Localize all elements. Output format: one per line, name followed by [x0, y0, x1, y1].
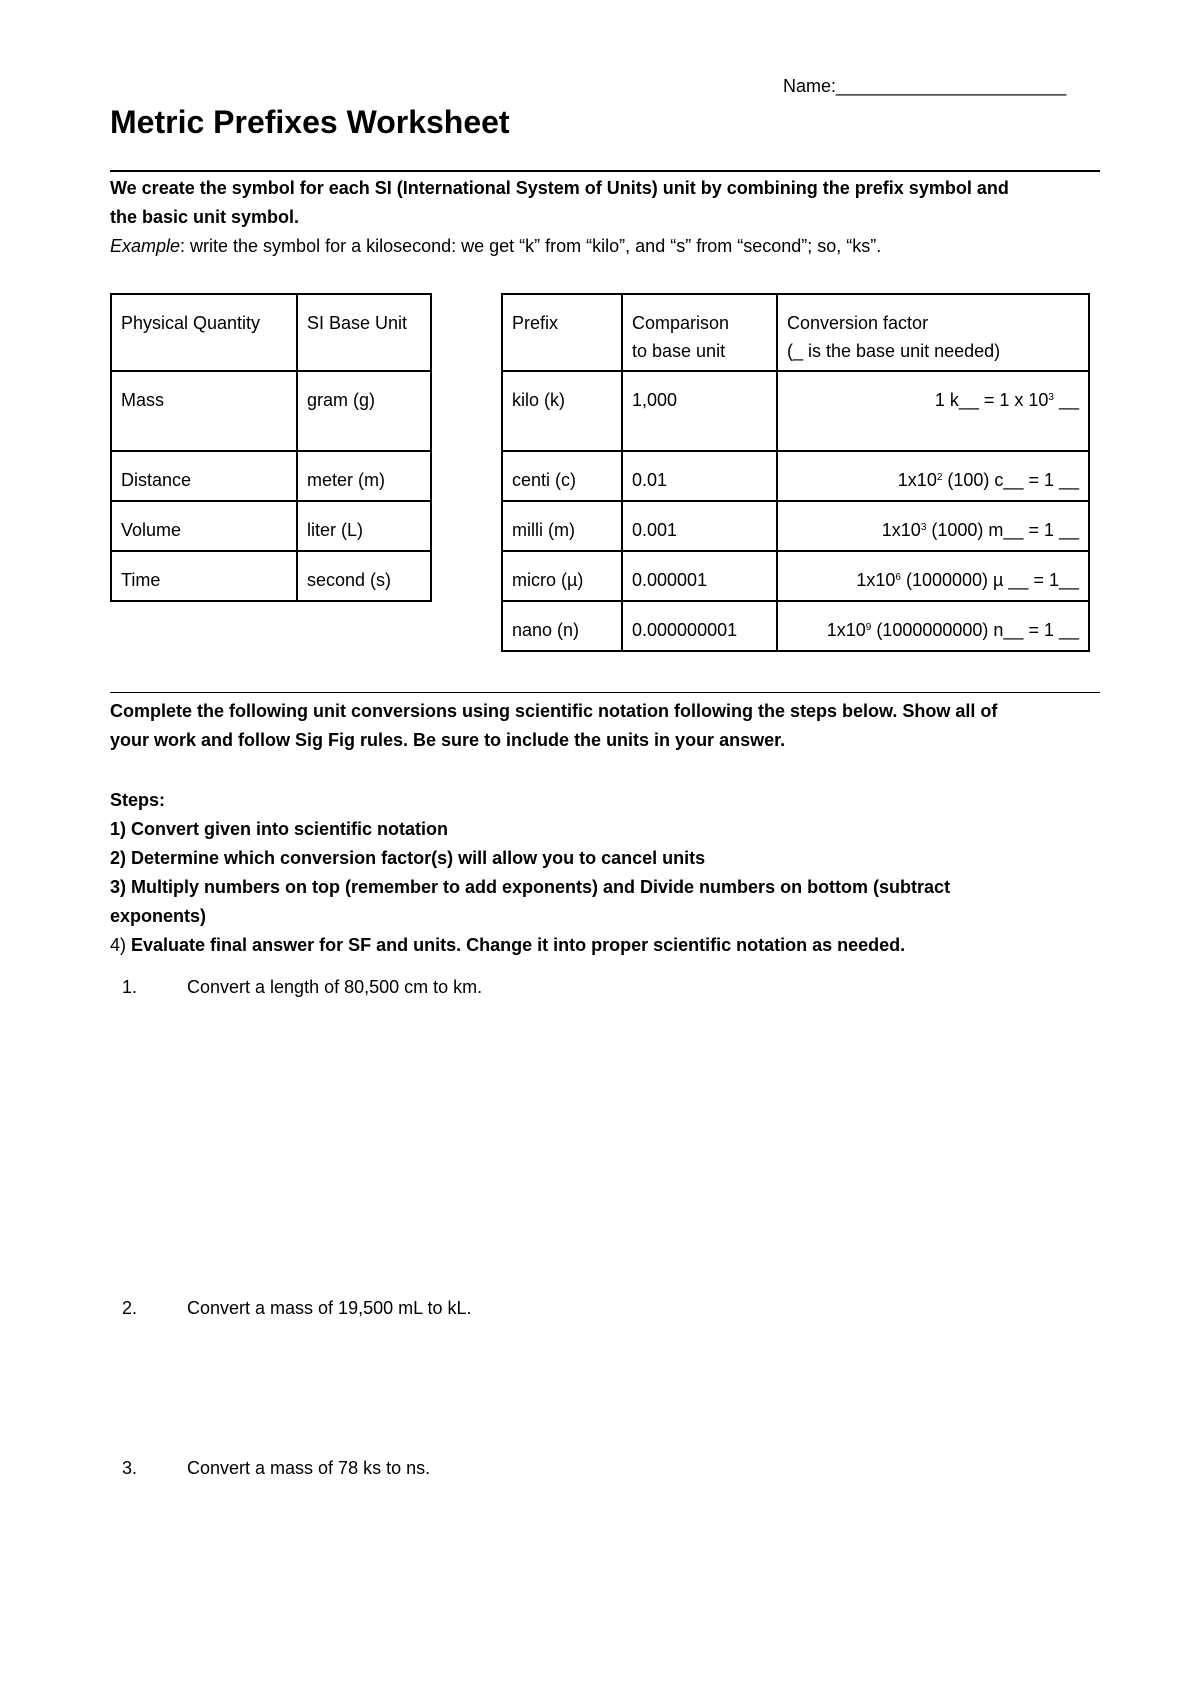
- table-row: [111, 501, 431, 551]
- table-row: [111, 551, 431, 601]
- step-3-line-2: exponents): [110, 906, 207, 926]
- factor-text-end: (100) c__ = 1 __: [942, 470, 1079, 490]
- prefix-cell: milli (m): [502, 501, 622, 551]
- question-text: Convert a mass of 78 ks to ns.: [187, 1458, 431, 1478]
- table-header-row: [111, 294, 431, 371]
- header-comparison: [622, 294, 777, 371]
- prefix-cell: nano (n): [502, 601, 622, 651]
- factor-text: 1x10: [897, 470, 937, 490]
- header-conversion-factor: [777, 294, 1089, 371]
- header-comparison-line-1: Comparison: [632, 313, 730, 333]
- comparison-cell: 0.01: [622, 451, 777, 501]
- factor-text-end: (1000) m__ = 1 __: [926, 520, 1079, 540]
- name-field-line: Name:_______________________: [783, 76, 1067, 96]
- conversion-factor-cell: [777, 451, 1089, 501]
- question-3: [122, 1454, 430, 1483]
- table-row: [111, 371, 431, 451]
- si-base-units-table: [110, 293, 432, 602]
- instructions-line-1: Complete the following unit conversions using scientific notation following the steps below. Show all of: [110, 701, 998, 721]
- table-row: [502, 501, 1089, 551]
- step-4-number: 4): [110, 935, 127, 955]
- comparison-cell: 0.000000001: [622, 601, 777, 651]
- quantity-cell: Volume: [111, 501, 297, 551]
- factor-exponent: 3: [1048, 392, 1054, 403]
- steps-list: [110, 786, 1100, 960]
- unit-cell: meter (m): [297, 451, 431, 501]
- table-row: [502, 601, 1089, 651]
- step-4: [110, 931, 1100, 960]
- prefix-cell: centi (c): [502, 451, 622, 501]
- intro-line-1: We create the symbol for each SI (International System of Units) unit by combining the prefix symbol and: [110, 178, 1009, 198]
- header-prefix: Prefix: [502, 294, 622, 371]
- conversion-factor-cell: [777, 601, 1089, 651]
- conversion-factor-cell: [777, 371, 1089, 451]
- instructions-line-2: your work and follow Sig Fig rules. Be sure to include the units in your answer.: [110, 730, 786, 750]
- page-title: Metric Prefixes Worksheet: [110, 104, 510, 140]
- table-row: [502, 551, 1089, 601]
- factor-text-end: (1000000) µ __ = 1__: [900, 570, 1079, 590]
- question-1: [122, 973, 482, 1002]
- comparison-cell: 0.000001: [622, 551, 777, 601]
- question-text: Convert a length of 80,500 cm to km.: [187, 977, 483, 997]
- step-1: 1) Convert given into scientific notation: [110, 819, 449, 839]
- factor-exponent: 3: [920, 522, 927, 533]
- unit-cell: gram (g): [297, 371, 431, 451]
- table-row: [502, 371, 1089, 451]
- steps-heading: Steps:: [110, 790, 166, 810]
- divider-top: [110, 170, 1100, 172]
- factor-text: 1x10: [826, 620, 866, 640]
- header-factor-line-1: Conversion factor: [787, 313, 929, 333]
- prefix-cell: micro (µ): [502, 551, 622, 601]
- quantity-cell: Distance: [111, 451, 297, 501]
- factor-text: 1 k__ = 1 x 10: [934, 390, 1049, 410]
- quantity-cell: Time: [111, 551, 297, 601]
- prefix-cell: kilo (k): [502, 371, 622, 451]
- question-number: 3.: [122, 1458, 138, 1478]
- header-si-base-unit: SI Base Unit: [297, 294, 431, 371]
- divider-middle: [110, 692, 1100, 693]
- example-label: Example: [110, 236, 181, 256]
- table-header-row: [502, 294, 1089, 371]
- step-3-line-1: 3) Multiply numbers on top (remember to add exponents) and Divide numbers on bottom (subtract: [110, 877, 951, 897]
- factor-exponent: 2: [936, 472, 943, 483]
- header-factor-line-2: (_ is the base unit needed): [787, 341, 1001, 361]
- example-line: [110, 232, 1100, 261]
- instructions-paragraph: [110, 697, 1100, 755]
- table-row: [111, 451, 431, 501]
- intro-paragraph: [110, 174, 1100, 261]
- factor-exponent: 9: [865, 622, 872, 633]
- question-2: [122, 1294, 471, 1323]
- metric-prefix-table: [501, 293, 1090, 652]
- factor-text-end: __: [1053, 390, 1079, 410]
- conversion-factor-cell: [777, 501, 1089, 551]
- table-row: [502, 451, 1089, 501]
- unit-cell: second (s): [297, 551, 431, 601]
- comparison-cell: 1,000: [622, 371, 777, 451]
- header-comparison-line-2: to base unit: [632, 341, 726, 361]
- question-number: 1.: [122, 977, 138, 997]
- header-physical-quantity: Physical Quantity: [111, 294, 297, 371]
- quantity-cell: Mass: [111, 371, 297, 451]
- question-text: Convert a mass of 19,500 mL to kL.: [187, 1298, 472, 1318]
- factor-text: 1x10: [856, 570, 896, 590]
- question-number: 2.: [122, 1298, 138, 1318]
- factor-text-end: (1000000000) n__ = 1 __: [871, 620, 1079, 640]
- comparison-cell: 0.001: [622, 501, 777, 551]
- factor-text: 1x10: [881, 520, 921, 540]
- conversion-factor-cell: [777, 551, 1089, 601]
- step-4-text: Evaluate final answer for SF and units. Change it into proper scientific notation as needed.: [126, 935, 906, 955]
- factor-exponent: 6: [895, 572, 901, 583]
- unit-cell: liter (L): [297, 501, 431, 551]
- intro-line-2: the basic unit symbol.: [110, 207, 300, 227]
- example-text: : write the symbol for a kilosecond: we get “k” from “kilo”, and “s” from “second”; so, “ks”.: [180, 236, 882, 256]
- step-2: 2) Determine which conversion factor(s) will allow you to cancel units: [110, 848, 706, 868]
